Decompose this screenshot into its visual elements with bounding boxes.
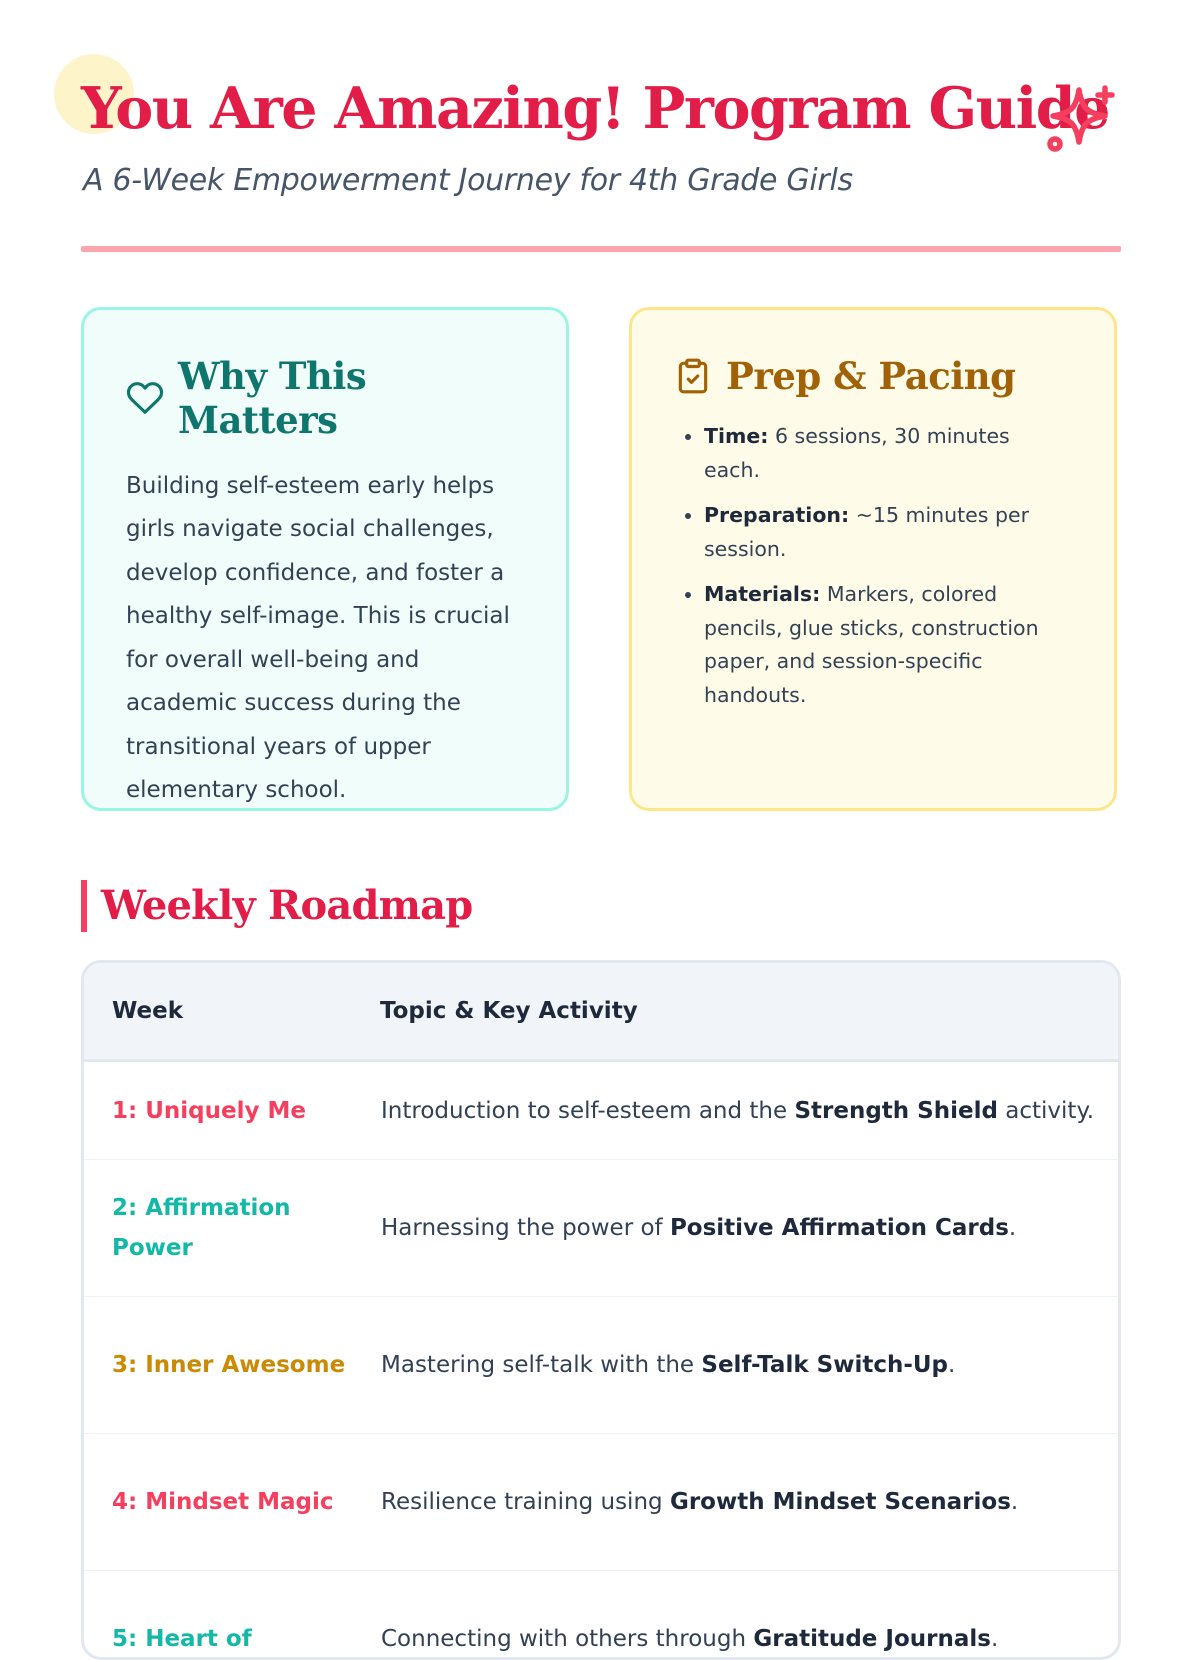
roadmap-title: Weekly Roadmap	[81, 880, 472, 932]
topic-text-end: activity.	[998, 1098, 1094, 1124]
week-cell: 2: Affirmation Power	[84, 1160, 380, 1297]
clipboard-check-icon	[674, 357, 712, 395]
sparkles-icon	[1039, 80, 1119, 160]
prep-item-label: Time:	[704, 424, 768, 448]
prep-card-title: Prep & Pacing	[726, 354, 1016, 398]
topic-text: Mastering self-talk with the	[381, 1352, 701, 1378]
prep-card-heading	[674, 354, 1072, 398]
prep-item-text: 6 sessions, 30 minutes each.	[704, 424, 1010, 482]
prep-item-materials	[704, 578, 1072, 712]
page-subtitle: A 6-Week Empowerment Journey for 4th Grade Girls	[83, 163, 853, 198]
table-row	[84, 1571, 1118, 1660]
info-cards	[81, 307, 1121, 815]
activity-name: Strength Shield	[794, 1098, 998, 1124]
header	[81, 0, 1121, 255]
column-header-topic: Topic & Key Activity	[380, 963, 1118, 1061]
why-card-title: Why This Matters	[178, 354, 524, 443]
heart-icon	[126, 379, 164, 417]
activity-name: Growth Mindset Scenarios	[670, 1489, 1011, 1515]
topic-text-end: .	[991, 1626, 998, 1652]
program-guide-page	[81, 0, 1121, 255]
week-cell: 3: Inner Awesome	[84, 1297, 380, 1434]
topic-text: Resilience training using	[381, 1489, 670, 1515]
topic-text: Harnessing the power of	[381, 1215, 670, 1241]
prep-item-label: Materials:	[704, 582, 820, 606]
week-cell: 1: Uniquely Me	[84, 1061, 380, 1160]
topic-cell	[380, 1297, 1118, 1434]
table-row	[84, 1061, 1118, 1160]
topic-cell	[380, 1434, 1118, 1571]
topic-text-end: .	[1011, 1489, 1018, 1515]
activity-name: Self-Talk Switch-Up	[701, 1352, 948, 1378]
table-row	[84, 1434, 1118, 1571]
prep-item-label: Preparation:	[704, 503, 849, 527]
topic-text-end: .	[948, 1352, 955, 1378]
table-row	[84, 1297, 1118, 1434]
prep-card	[629, 307, 1117, 811]
header-divider	[81, 246, 1121, 252]
prep-item-text: ~15 minutes per session.	[704, 503, 1029, 561]
topic-cell	[380, 1571, 1118, 1660]
topic-text: Introduction to self-esteem and the	[381, 1098, 794, 1124]
topic-text-end: .	[1009, 1215, 1016, 1241]
table-header-row	[84, 963, 1118, 1061]
why-card-body: Building self-esteem early helps girls navigate social challenges, develop confidence, and foster a healthy self-image. This is crucial for overall well-being and academic success during the transitional years of upper elementary school.	[126, 465, 524, 813]
page-title: You Are Amazing! Program Guide	[81, 80, 1109, 137]
topic-cell	[380, 1160, 1118, 1297]
prep-item-preparation	[704, 499, 1072, 566]
prep-list	[674, 420, 1072, 712]
roadmap-table	[81, 960, 1121, 1660]
why-card	[81, 307, 569, 811]
prep-item-time	[704, 420, 1072, 487]
week-cell: 4: Mindset Magic	[84, 1434, 380, 1571]
activity-name: Positive Affirmation Cards	[670, 1215, 1009, 1241]
table-row	[84, 1160, 1118, 1297]
activity-name: Gratitude Journals	[753, 1626, 991, 1652]
topic-text: Connecting with others through	[381, 1626, 753, 1652]
prep-item-text: Markers, colored pencils, glue sticks, construction paper, and session-specific handouts.	[704, 582, 1039, 707]
week-cell: 5: Heart of	[84, 1571, 380, 1660]
topic-cell	[380, 1061, 1118, 1160]
why-card-heading	[126, 354, 524, 443]
column-header-week: Week	[84, 963, 380, 1061]
